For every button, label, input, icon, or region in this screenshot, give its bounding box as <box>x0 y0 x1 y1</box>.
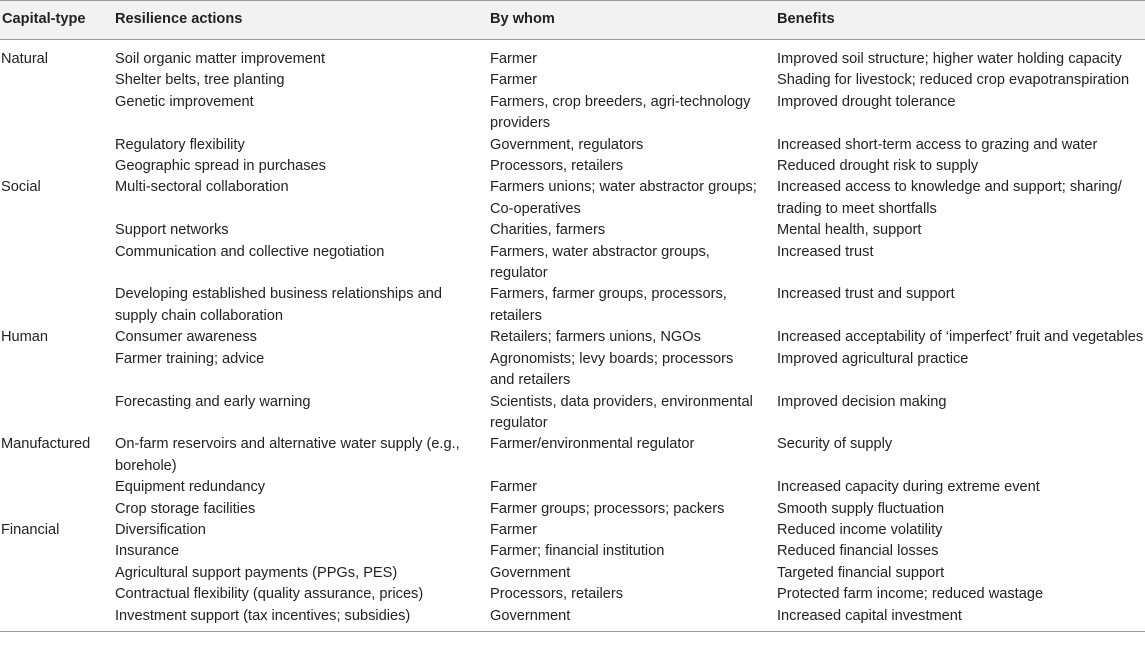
by-whom-cell: Farmer/environmental regulator <box>490 436 695 453</box>
header-by-whom: By whom <box>490 11 555 28</box>
by-whom-cell: Government <box>490 564 571 581</box>
table-row <box>0 349 1145 392</box>
table-row <box>0 584 1145 605</box>
resilience-action-cell: Diversification <box>115 521 206 538</box>
resilience-action-cell: Multi-sectoral collaboration <box>115 179 289 196</box>
resilience-action-cell: Shelter belts, tree planting <box>115 72 285 89</box>
table-row <box>0 327 1145 348</box>
resilience-action-cell: Consumer awareness <box>115 329 257 346</box>
benefit-cell: Improved agricultural practice <box>777 350 969 367</box>
by-whom-cell: Farmer; financial institution <box>490 543 665 560</box>
resilience-action-cell: Genetic improvement <box>115 93 254 110</box>
table-row <box>0 541 1145 562</box>
resilience-action-cell: Developing established business relationships and supply chain collaboration <box>115 286 442 324</box>
capital-type-cell: Financial <box>1 521 60 538</box>
benefit-cell: Reduced drought risk to supply <box>777 158 979 175</box>
table-row <box>0 220 1145 241</box>
by-whom-cell: Government <box>490 607 571 624</box>
table-row <box>0 434 1145 477</box>
by-whom-cell: Farmer <box>490 51 538 67</box>
resilience-action-cell: Forecasting and early warning <box>115 393 311 410</box>
table-row <box>0 40 1145 71</box>
capital-type-cell <box>0 135 113 156</box>
benefit-cell: Improved soil structure; higher water holding capacity <box>777 51 1122 67</box>
table-row <box>0 70 1145 91</box>
capital-type-cell <box>0 499 113 520</box>
header-benefits: Benefits <box>777 11 835 28</box>
resilience-action-cell: Farmer training; advice <box>115 350 265 367</box>
capital-type-cell: Social <box>1 179 41 196</box>
resilience-action-cell: Support networks <box>115 222 229 239</box>
benefit-cell: Smooth supply fluctuation <box>777 500 945 517</box>
capital-type-cell <box>0 156 113 177</box>
benefit-cell: Increased trust <box>777 243 874 260</box>
by-whom-cell: Retailers; farmers unions, NGOs <box>490 329 701 346</box>
resilience-action-cell: Regulatory flexibility <box>115 136 245 153</box>
by-whom-cell: Scientists, data providers, environmental regulator <box>490 393 753 431</box>
resilience-action-cell: Communication and collective negotiation <box>115 243 385 260</box>
table-row <box>0 156 1145 177</box>
by-whom-cell: Farmers, farmer groups, processors, retailers <box>490 286 727 324</box>
table-row <box>0 520 1145 541</box>
by-whom-cell: Processors, retailers <box>490 586 624 603</box>
capital-type-cell <box>0 284 113 327</box>
table-header <box>0 1 1145 40</box>
by-whom-cell: Government, regulators <box>490 136 644 153</box>
by-whom-cell: Farmers, water abstractor groups, regulator <box>490 243 710 282</box>
benefit-cell: Increased capacity during extreme event <box>777 479 1040 496</box>
by-whom-cell: Farmer <box>490 521 538 538</box>
by-whom-cell: Farmers, crop breeders, agri-technology providers <box>490 93 751 132</box>
resilience-action-cell: Crop storage facilities <box>115 500 256 517</box>
capital-type-cell: Natural <box>1 51 49 67</box>
benefit-cell: Reduced financial losses <box>777 543 939 560</box>
benefit-cell: Targeted financial support <box>777 564 945 581</box>
benefit-cell: Increased capital investment <box>777 607 962 624</box>
capital-type-cell <box>0 92 113 135</box>
by-whom-cell: Agronomists; levy boards; processors and retailers <box>490 350 734 389</box>
capital-type-cell <box>0 584 113 605</box>
benefit-cell: Reduced income volatility <box>777 521 943 538</box>
header-row <box>0 1 1145 40</box>
benefit-cell: Improved decision making <box>777 393 947 410</box>
capital-type-cell <box>0 70 113 91</box>
table-row <box>0 563 1145 584</box>
benefit-cell: Shading for livestock; reduced crop evapotranspiration <box>777 72 1130 89</box>
table-row <box>0 392 1145 435</box>
benefit-cell: Protected farm income; reduced wastage <box>777 586 1044 603</box>
capital-type-cell <box>0 242 113 285</box>
benefit-cell: Mental health, support <box>777 222 922 239</box>
capital-type-cell <box>0 477 113 498</box>
resilience-action-cell: Agricultural support payments (PPGs, PES) <box>115 564 398 581</box>
resilience-action-cell: Investment support (tax incentives; subsidies) <box>115 607 411 624</box>
benefit-cell: Improved drought tolerance <box>777 93 956 110</box>
table-body <box>0 40 1145 632</box>
benefit-cell: Increased acceptability of ‘imperfect’ fruit and vegetables <box>777 329 1144 346</box>
by-whom-cell: Farmer <box>490 72 538 89</box>
table-row <box>0 242 1145 285</box>
benefit-cell: Increased access to knowledge and support; sharing/ trading to meet shortfalls <box>777 179 1122 217</box>
table-row <box>0 177 1145 220</box>
capital-type-cell <box>0 563 113 584</box>
resilience-action-cell: Equipment redundancy <box>115 479 266 496</box>
table-row <box>0 92 1145 135</box>
resilience-action-cell: Geographic spread in purchases <box>115 158 326 175</box>
capital-type-cell <box>0 606 113 632</box>
by-whom-cell: Farmer groups; processors; packers <box>490 500 725 517</box>
header-capital-type: Capital-type <box>2 11 86 28</box>
capital-type-cell <box>0 349 113 392</box>
capital-type-cell <box>0 220 113 241</box>
table-row <box>0 606 1145 632</box>
table-row <box>0 499 1145 520</box>
benefit-cell: Increased short-term access to grazing and water <box>777 136 1098 153</box>
resilience-action-cell: Contractual flexibility (quality assurance, prices) <box>115 586 424 603</box>
by-whom-cell: Farmer <box>490 479 538 496</box>
capital-type-cell: Human <box>1 329 49 346</box>
by-whom-cell: Processors, retailers <box>490 158 624 175</box>
by-whom-cell: Farmers unions; water abstractor groups; Co-operatives <box>490 179 757 217</box>
resilience-action-cell: Insurance <box>115 543 180 560</box>
benefit-cell: Security of supply <box>777 436 893 453</box>
table-row <box>0 477 1145 498</box>
resilience-action-cell: On-farm reservoirs and alternative water supply (e.g., borehole) <box>115 436 460 474</box>
capital-type-cell <box>0 541 113 562</box>
capital-type-cell: Manufactured <box>1 436 91 453</box>
capital-type-cell <box>0 392 113 435</box>
by-whom-cell: Charities, farmers <box>490 222 606 239</box>
benefit-cell: Increased trust and support <box>777 286 955 303</box>
table-row <box>0 284 1145 327</box>
resilience-action-cell: Soil organic matter improvement <box>115 51 326 67</box>
header-resilience-actions: Resilience actions <box>115 11 243 28</box>
table-row <box>0 135 1145 156</box>
